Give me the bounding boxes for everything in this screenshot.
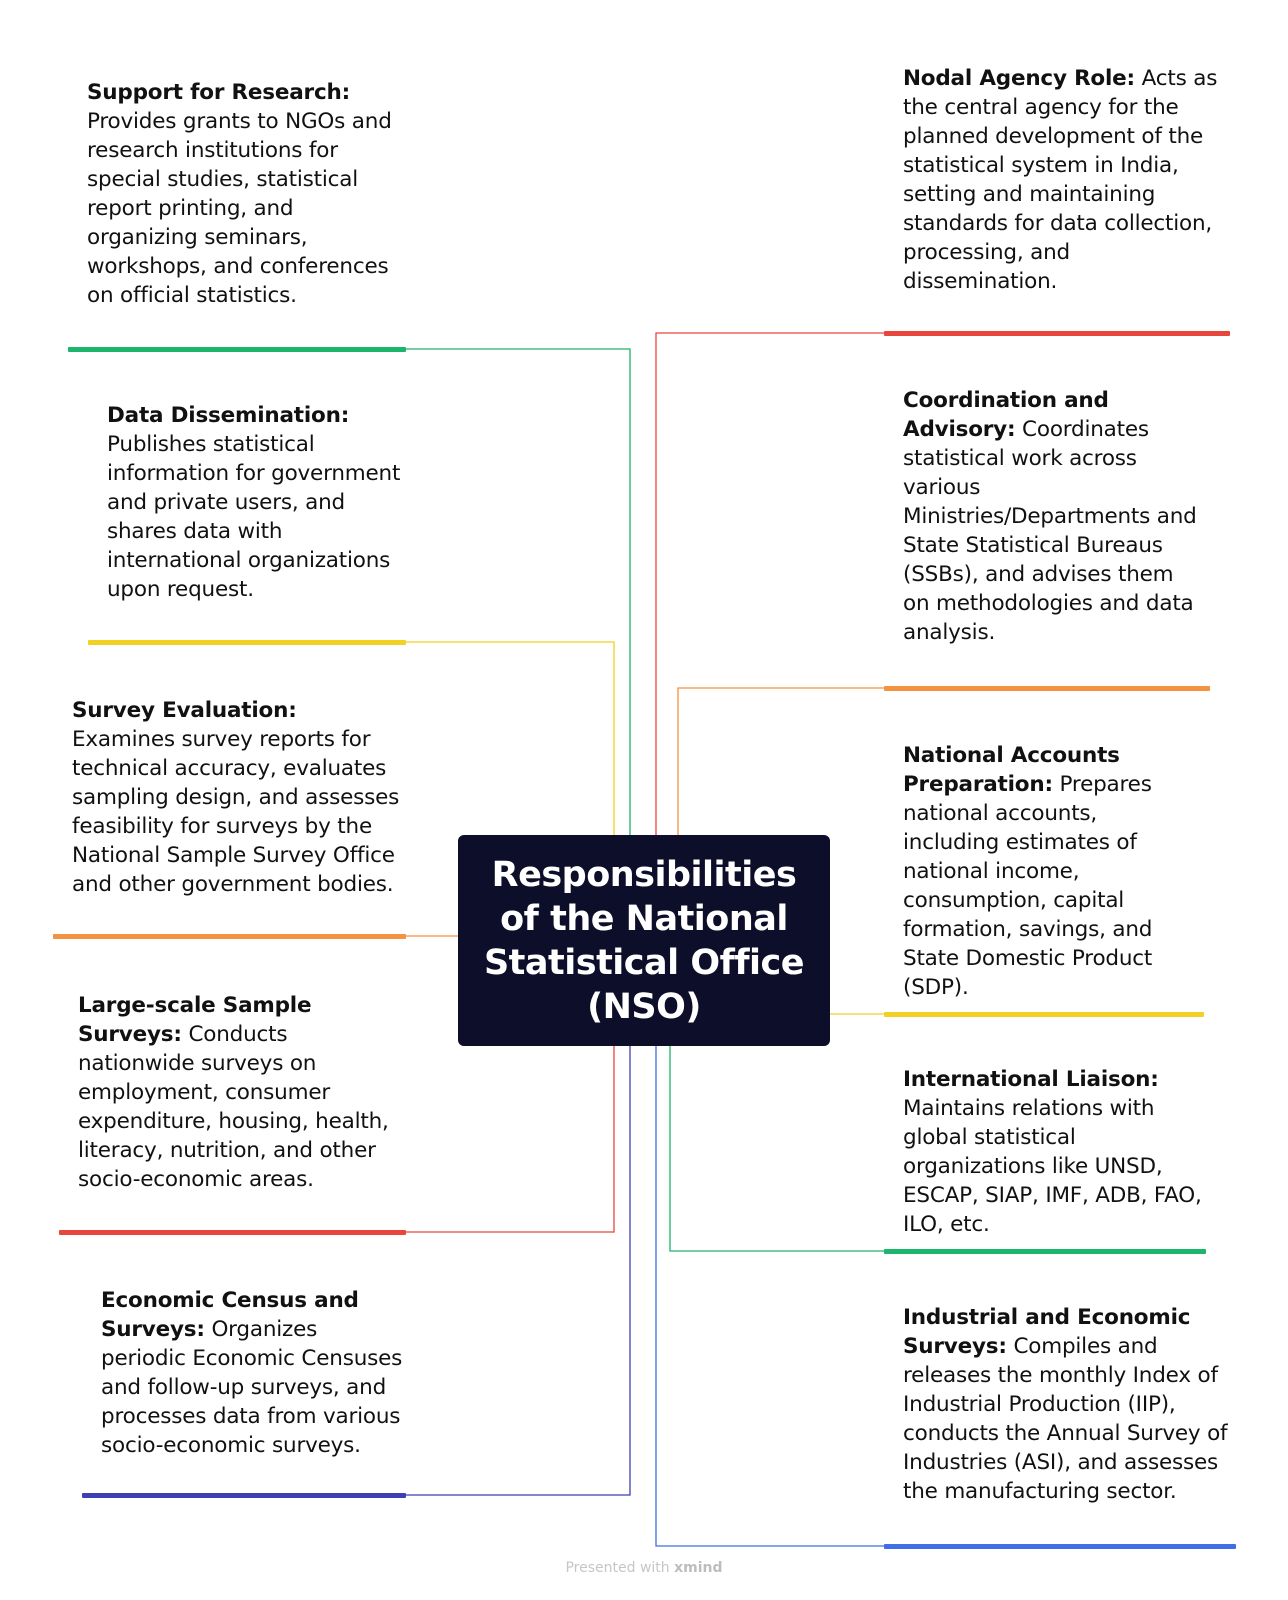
topic-description: Provides grants to NGOs and research institutions for special studies, statistical report printing, and organizing seminars, workshops, and conferences on official statistics. [87,109,392,308]
topic-industrial-and-economic-surveys[interactable] [903,1303,1233,1506]
topic-economic-census-and-surveys[interactable] [101,1286,403,1460]
connector-line [406,1046,614,1232]
topic-label: Large-scale Sample Surveys: [78,993,312,1047]
topic-label: Industrial and Economic Surveys: [903,1305,1191,1359]
topic-underline [59,1230,406,1235]
topic-international-liaison[interactable] [903,1065,1207,1239]
topic-label: International Liaison: [903,1067,1159,1092]
topic-nodal-agency-role[interactable] [903,64,1227,296]
topic-label: Coordination and Advisory: [903,388,1109,442]
topic-description: Acts as the central agency for the planned development of the statistical system in India, setting and maintaining standards for data collection, processing, and dissemination. [903,66,1218,294]
topic-label: National Accounts Preparation: [903,743,1120,797]
topic-support-for-research[interactable] [87,78,403,310]
connector-line [678,688,884,835]
footer-prefix: Presented with [565,1560,670,1576]
topic-underline [68,347,406,352]
topic-national-accounts-preparation[interactable] [903,741,1193,1002]
topic-data-dissemination[interactable] [107,401,403,604]
topic-underline [884,1012,1204,1017]
topic-label: Economic Census and Surveys: [101,1288,359,1342]
topic-description: Examines survey reports for technical accuracy, evaluates sampling design, and assesses feasibility for surveys by the National Sample Survey Office and other government bodies. [72,727,400,897]
central-topic-title: Responsibilities of the National Statistical Office (NSO) [483,854,805,1027]
xmind-logo: xmind [674,1560,723,1576]
connector-line [656,1046,884,1546]
topic-label: Survey Evaluation: [72,698,297,723]
topic-underline [82,1493,406,1498]
topic-description: Coordinates statistical work across various Ministries/Departments and State Statistical Bureaus (SSBs), and advises them on methodologies and data analysis. [903,417,1197,645]
topic-description: Publishes statistical information for government and private users, and shares data with international organizations upon request. [107,432,401,602]
topic-description: Compiles and releases the monthly Index of Industrial Production (IIP), conducts the Annual Survey of Industries (ASI), and assesses the manufacturing sector. [903,1334,1228,1504]
topic-underline [884,686,1210,691]
footer-attribution [0,1560,1288,1576]
connector-line [670,1046,884,1251]
topic-description: Conducts nationwide surveys on employment, consumer expenditure, housing, health, literacy, nutrition, and other socio-economic areas. [78,1022,389,1192]
topic-label: Data Dissemination: [107,403,350,428]
topic-survey-evaluation[interactable] [72,696,403,899]
topic-underline [884,331,1230,336]
connector-line [656,333,884,835]
topic-coordination-and-advisory[interactable] [903,386,1203,647]
topic-description: Organizes periodic Economic Censuses and follow-up surveys, and processes data from various socio-economic surveys. [101,1317,403,1458]
topic-underline [884,1544,1236,1549]
central-topic[interactable] [458,835,830,1046]
topic-description: Prepares national accounts, including estimates of national income, consumption, capital formation, savings, and State Domestic Product (SDP). [903,772,1153,1000]
topic-label: Nodal Agency Role: [903,66,1135,91]
topic-description: Maintains relations with global statistical organizations like UNSD, ESCAP, SIAP, IMF, ADB, FAO, ILO, etc. [903,1096,1202,1237]
topic-large-scale-sample-surveys[interactable] [78,991,403,1194]
connector-line [406,642,614,835]
connector-line [406,1046,630,1495]
topic-underline [53,934,406,939]
topic-underline [884,1249,1206,1254]
topic-label: Support for Research: [87,80,350,105]
topic-underline [88,640,406,645]
connector-line [406,349,630,835]
